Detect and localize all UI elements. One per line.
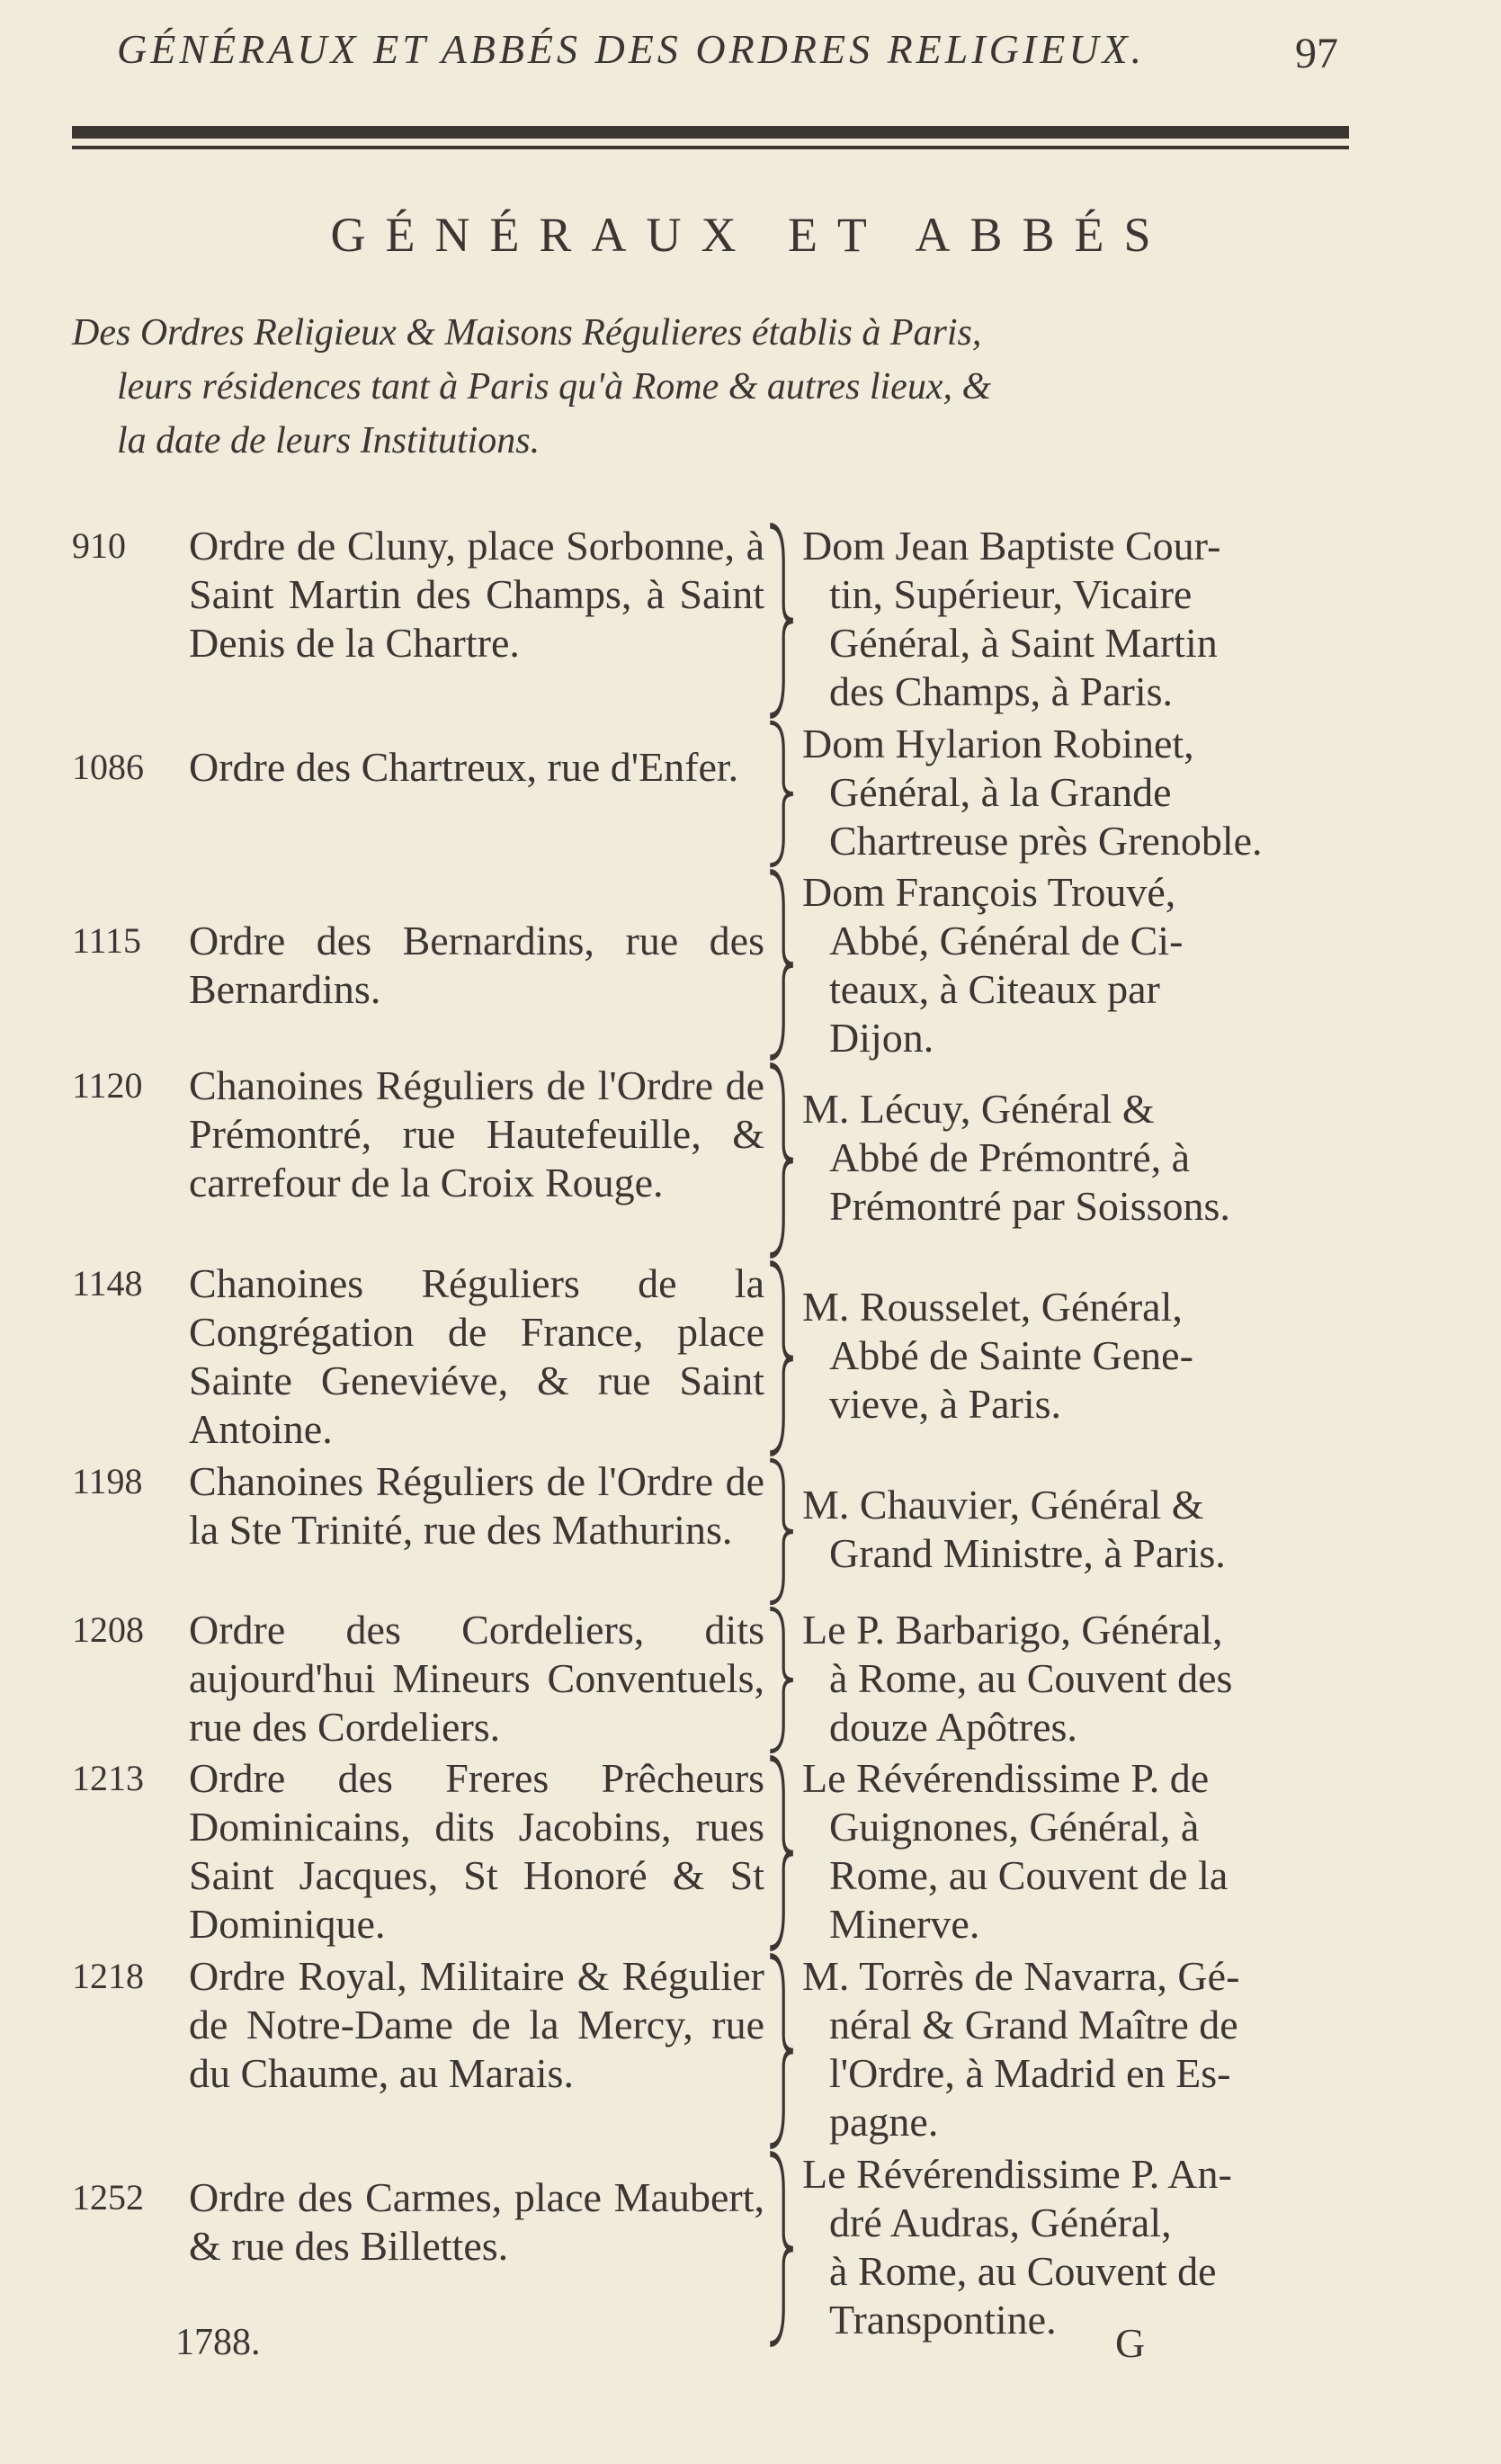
running-title: GÉNÉRAUX ET ABBÉS DES ORDRES RELIGIEUX. bbox=[117, 26, 1146, 72]
order-address: Ordre de Cluny, place Sorbonne, à Saint Martin des Champs, à Saint Denis de la Chartre. bbox=[189, 523, 764, 666]
founding-year: 1213 bbox=[72, 1758, 144, 1798]
general-residence bbox=[802, 1952, 1353, 2146]
general-residence bbox=[802, 1085, 1353, 1231]
header-rule-thin bbox=[72, 146, 1349, 149]
order-address: Ordre des Carmes, place Maubert, & rue des Billettes. bbox=[189, 2174, 764, 2269]
general-residence bbox=[802, 868, 1353, 1062]
general-line: dré Audras, Général, bbox=[829, 2200, 1172, 2245]
general-residence bbox=[802, 720, 1353, 865]
founding-year: 1198 bbox=[72, 1461, 143, 1501]
order-address: Chanoines Réguliers de l'Ordre de la Ste Trinité, rue des Mathurins. bbox=[189, 1458, 764, 1553]
general-line: Le Révérendissime P. An- bbox=[802, 2151, 1232, 2197]
brace bbox=[766, 2150, 795, 2348]
header-rule-thick bbox=[72, 126, 1349, 139]
order-entry bbox=[0, 1259, 1501, 1457]
general-line: Dom Jean Baptiste Cour- bbox=[802, 523, 1221, 569]
brace bbox=[766, 522, 795, 720]
general-line: M. Rousselet, Général, bbox=[802, 1284, 1183, 1330]
brace bbox=[766, 1259, 795, 1457]
founding-year: 1208 bbox=[72, 1609, 144, 1650]
general-residence bbox=[802, 522, 1353, 716]
order-entry bbox=[0, 1754, 1501, 1952]
section-title: GÉNÉRAUX ET ABBÉS bbox=[330, 208, 1171, 262]
signature-mark: G bbox=[1115, 2320, 1146, 2366]
general-line: Prémontré par Soissons. bbox=[829, 1183, 1230, 1229]
general-line: M. Torrès de Navarra, Gé- bbox=[802, 1953, 1240, 1999]
general-line: M. Chauvier, Général & bbox=[802, 1482, 1204, 1528]
founding-year: 1252 bbox=[72, 2177, 144, 2218]
page-number: 97 bbox=[1295, 30, 1338, 77]
general-line: Le Révérendissime P. de bbox=[802, 1755, 1210, 1801]
order-entry bbox=[0, 1606, 1501, 1754]
subtitle-line: Des Ordres Religieux & Maisons Régulieres établis à Paris, bbox=[72, 312, 982, 354]
founding-year: 1218 bbox=[72, 1956, 144, 1996]
general-line: Abbé de Sainte Gene- bbox=[829, 1332, 1193, 1378]
general-line: néral & Grand Maître de bbox=[829, 2002, 1238, 2047]
general-line: Abbé, Général de Ci- bbox=[829, 918, 1184, 963]
order-entry bbox=[0, 2150, 1501, 2348]
general-line: M. Lécuy, Général & bbox=[802, 1086, 1155, 1132]
founding-year: 1115 bbox=[72, 920, 142, 961]
subtitle-line: leurs résidences tant à Paris qu'à Rome & autres lieux, & bbox=[117, 366, 992, 408]
general-line: Grand Ministre, à Paris. bbox=[829, 1530, 1226, 1576]
founding-year: 1086 bbox=[72, 747, 144, 787]
order-address: Ordre des Freres Prêcheurs Dominicains, dits Jacobins, rues Saint Jacques, St Honoré & St Dominique. bbox=[189, 1755, 764, 1947]
general-line: Dom François Trouvé, bbox=[802, 869, 1176, 915]
general-residence bbox=[802, 1606, 1353, 1752]
subtitle-line: la date de leurs Institutions. bbox=[117, 420, 541, 461]
general-line: teaux, à Citeaux par bbox=[829, 966, 1160, 1012]
footer-year: 1788. bbox=[175, 2322, 261, 2363]
order-entry bbox=[0, 1457, 1501, 1606]
brace bbox=[766, 1062, 795, 1259]
general-line: Dom Hylarion Robinet, bbox=[802, 721, 1194, 766]
order-entry bbox=[0, 522, 1501, 720]
general-residence bbox=[802, 1283, 1353, 1429]
general-line: Le P. Barbarigo, Général, bbox=[802, 1607, 1223, 1653]
general-line: Général, à Saint Martin bbox=[829, 620, 1218, 666]
general-residence bbox=[802, 2150, 1353, 2344]
order-entry bbox=[0, 1952, 1501, 2150]
general-line: Général, à la Grande bbox=[829, 769, 1172, 815]
brace bbox=[766, 1457, 795, 1606]
founding-year: 1148 bbox=[72, 1263, 143, 1304]
general-line: Transpontine. bbox=[829, 2297, 1057, 2343]
order-entry bbox=[0, 868, 1501, 1062]
general-line: Dijon. bbox=[829, 1015, 934, 1061]
general-line: des Champs, à Paris. bbox=[829, 668, 1174, 714]
section-subtitle bbox=[72, 306, 1349, 468]
founding-year: 1120 bbox=[72, 1065, 143, 1106]
general-line: pagne. bbox=[829, 2099, 939, 2145]
general-line: Chartreuse près Grenoble. bbox=[829, 818, 1263, 864]
order-address: Chanoines Réguliers de l'Ordre de Prémontré, rue Hautefeuille, & carrefour de la Croix Rouge. bbox=[189, 1062, 764, 1205]
general-line: Abbé de Prémontré, à bbox=[829, 1134, 1191, 1180]
general-line: douze Apôtres. bbox=[829, 1704, 1077, 1750]
order-entry bbox=[0, 720, 1501, 868]
order-address: Ordre des Cordeliers, dits aujourd'hui Mineurs Conventuels, rue des Cordeliers. bbox=[189, 1607, 764, 1750]
brace bbox=[766, 1606, 795, 1754]
brace bbox=[766, 1952, 795, 2150]
general-line: à Rome, au Couvent des bbox=[829, 1655, 1233, 1701]
brace bbox=[766, 720, 795, 868]
brace bbox=[766, 868, 795, 1062]
order-address: Ordre des Bernardins, rue des Bernardins. bbox=[189, 918, 764, 1012]
order-address: Ordre Royal, Militaire & Régulier de Notre-Dame de la Mercy, rue du Chaume, au Marais. bbox=[189, 1953, 764, 2096]
order-address: Chanoines Réguliers de la Congrégation de France, place Sainte Geneviéve, & rue Saint Antoine. bbox=[189, 1260, 764, 1452]
general-line: vieve, à Paris. bbox=[829, 1381, 1062, 1427]
general-line: tin, Supérieur, Vicaire bbox=[829, 571, 1193, 617]
general-residence bbox=[802, 1754, 1353, 1949]
general-line: à Rome, au Couvent de bbox=[829, 2248, 1217, 2294]
general-line: l'Ordre, à Madrid en Es- bbox=[829, 2050, 1231, 2096]
general-line: Guignones, Général, à bbox=[829, 1804, 1200, 1850]
order-entry bbox=[0, 1062, 1501, 1259]
brace bbox=[766, 1754, 795, 1952]
general-line: Minerve. bbox=[829, 1901, 980, 1947]
order-address: Ordre des Chartreux, rue d'Enfer. bbox=[189, 744, 739, 790]
general-residence bbox=[802, 1481, 1353, 1578]
founding-year: 910 bbox=[72, 525, 126, 566]
general-line: Rome, au Couvent de la bbox=[829, 1852, 1228, 1898]
